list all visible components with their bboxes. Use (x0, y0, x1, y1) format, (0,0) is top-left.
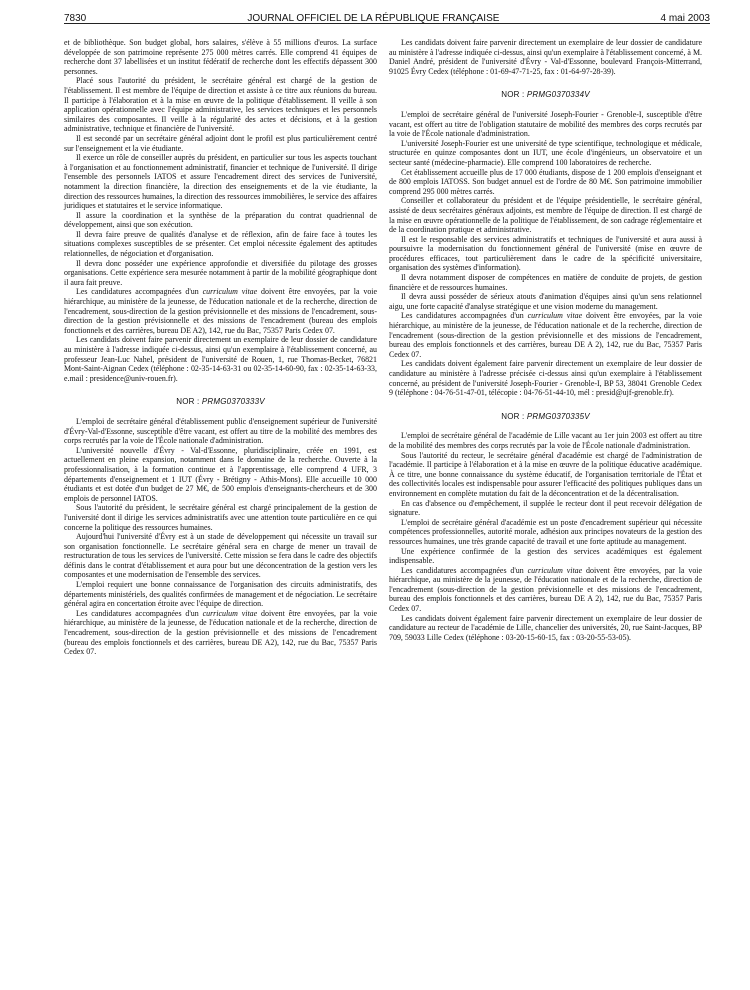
left-column (64, 38, 377, 657)
paragraph: Les candidats doivent faire parvenir directement un exemplaire de leur dossier de candidature au ministère à l'adresse indiquée ci-dessus, ainsi qu'un exemplaire à l'établissement concerné, au professeur Jean-Luc Nahel, président de l'université de Rouen, 1, rue Thomas-Becket, 76821 Mont-Saint-Aignan Cedex (téléphone : 02-35-14-63-31 ou 02-35-14-60-90, fax : 02-35-14-63-33, e.mail : presidence@univ-rouen.fr). (64, 335, 377, 383)
paragraph: L'emploi de secrétaire général d'établissement public d'enseignement supérieur de l'université d'Évry-Val-d'Essonne, susceptible d'être vacant, est offert au titre de la mobilité des membres des corps recrutés par la voie de l'École nationale d'administration. (64, 416, 377, 446)
italic-run: curriculum vitae (202, 287, 258, 297)
text-run: doivent être envoyées, par la voie hiérarchique, au ministère de la jeunesse, de l'éducation nationale et de la recherche, direction de l'encadrement, sous-direction de la gestion prévisionnelle et des missions de l'encadrement (bureau des emplois fonctionnels et des carrières, bureau DE A2), 142, rue du Bac, 75357 Paris Cedex 07. (64, 608, 378, 657)
paragraph: Il est secondé par un secrétaire général adjoint dont le profil est plus particulièrement centré sur l'enseignement et la vie étudiante. (64, 133, 377, 153)
text-run: doivent être envoyées, par la voie hiérarchique, au ministère de la jeunesse, de l'éducation nationale et de la recherche, direction de l'encadrement (sous-direction de la gestion prévisionnelle et des missions de l'encadrement, bureau des emplois fonctionnels et des carrières, bureau DE A 2), 142, rue du Bac, 75357 Paris Cedex 07. (389, 565, 703, 614)
nor-reference (389, 90, 702, 100)
paragraph: L'emploi de secrétaire général de l'université Joseph-Fourier - Grenoble-I, susceptible d'être vacant, est offert au titre de l'obligation statutaire de mobilité des membres des corps recrutés par la voie de l'École nationale d'administration. (389, 109, 702, 139)
header-rule (64, 23, 710, 24)
paragraph: Il exerce un rôle de conseiller auprès du président, en particulier sur tous les aspects touchant à l'organisation et au fonctionnement administratif, financier et technique de l'université. Il dirige l'ensemble des personnels IATOS et assure l'encadrement direct des services de l'université, notamment la direction financière, la direction des enseignements et de la vie étudiante, la direction des ressources humaines, la direction des ressources immobilières, le service des affaires juridiques et statutaires et le service informatique. (64, 153, 377, 211)
journal-title: JOURNAL OFFICIEL DE LA RÉPUBLIQUE FRANÇAISE (247, 13, 500, 24)
paragraph: Les candidats doivent faire parvenir directement un exemplaire de leur dossier de candidature au ministère à l'adresse indiquée ci-dessus, ainsi qu'un exemplaire à l'établissement concerné, à M. Daniel André, président de l'université d'Évry - Val-d'Essonne, boulevard François-Mitterrand, 91025 Évry Cedex (téléphone : 01-69-47-71-25, fax : 01-64-97-28-39). (389, 38, 702, 76)
nor-label: NOR : (501, 411, 527, 421)
paragraph: Il devra faire preuve de qualités d'analyse et de réflexion, afin de faire face à toutes les situations complexes susceptibles de se présenter. Cet emploi nécessite également des aptitudes relationnelles, de négociation et d'organisation. (64, 229, 377, 259)
paragraph: Il devra aussi posséder de sérieux atouts d'animation d'équipes ainsi qu'un sens relationnel aigu, une forte capacité d'analyse stratégique et une vision moderne du management. (389, 292, 702, 311)
paragraph: L'emploi requiert une bonne connaissance de l'organisation des circuits administratifs, des départements ministériels, des qualités confirmées de management et de négociation. Le secrétaire général agira en concertation étroite avec l'équipe de direction. (64, 580, 377, 609)
paragraph: L'emploi de secrétaire général de l'académie de Lille vacant au 1er juin 2003 est offert au titre de la mobilité des membres des corps recrutés par la voie de l'École nationale d'administration. (389, 431, 702, 450)
nor-reference (389, 412, 702, 422)
text-run: doivent être envoyées, par la voie hiérarchique, au ministère de la jeunesse, de l'éducation nationale et de la recherche, direction de l'encadrement (sous-direction de la gestion prévisionnelle et des missions de l'encadrement, bureau des emplois fonctionnels et des carrières, bureau DE A 2), 142, rue du Bac, 75357 Paris Cedex 07. (389, 311, 703, 359)
paragraph: Il devra donc posséder une expérience approfondie et diversifiée du pilotage des grosses organisations. Cette expérience sera mesurée notamment à partir de la mobilité géographique dont il aura fait preuve. (64, 258, 377, 287)
paragraph: Il est le responsable des services administratifs et techniques de l'université et aura aussi à poursuivre la modernisation du fonctionnement général de l'université (mise en œuvre de procédures efficaces, tout particulièrement dans le cadre de la spécificité universitaire, organisation des systèmes d'information). (389, 234, 702, 273)
paragraph: Cet établissement accueille plus de 17 000 étudiants, dispose de 1 200 emplois d'enseignant et de 800 emplois IATOSS. Son budget annuel est de l'ordre de 80 M€. Son patrimoine immobilier comprend 295 000 mètres carrés. (389, 167, 702, 196)
paragraph: Une expérience confirmée de la gestion des services académiques est également indispensable. (389, 546, 702, 566)
paragraph: L'emploi de secrétaire général d'académie est un poste d'encadrement supérieur qui nécessite compétences professionnelles, autorité morale, adhésion aux principes novateurs de la gestion des ressources humaines, une très grande capacité de travail et une forte aptitude au management. (389, 517, 702, 546)
italic-run: curriculum vitae (202, 608, 258, 618)
text-run: Les candidatures accompagnées d'un (76, 608, 203, 618)
right-column (389, 38, 702, 642)
paragraph: et de bibliothèque. Son budget global, hors salaires, s'élève à 55 millions d'euros. La surface développée de son patrimoine représente 275 000 mètres carrés. Elle comprend 41 équipes de recherche dont 37 labellisées et un institut fédératif de recherche dont les effectifs dépassent 300 personnes. (64, 38, 377, 76)
paragraph (64, 287, 377, 335)
paragraph: Les candidats doivent également faire parvenir directement un exemplaire de leur dossier de candidature au ministère à l'adresse précisée ci-dessus ainsi qu'un exemplaire à l'établissement concerné, au président de l'université Joseph-Fourier - Grenoble-I, BP 53, 38041 Grenoble Cedex 9 (téléphone : 04-76-51-47-01, télécopie : 04-76-51-44-10, mél : presid@ujf-grenoble.fr). (389, 359, 702, 398)
italic-run: curriculum vitae (527, 565, 583, 575)
nor-reference (64, 397, 377, 407)
page-number: 7830 (64, 13, 87, 24)
paragraph: Conseiller et collaborateur du président et de l'équipe présidentielle, le secrétaire général, assisté de deux secrétaires généraux adjoints, est membre de l'équipe de direction. Il est chargé de la mise en œuvre opérationnelle de la politique de l'établissement, de son cadrage réglementaire et de la coordination pratique et administrative. (389, 196, 702, 235)
text-run: Les candidatures accompagnées d'un (401, 565, 528, 575)
paragraph: Placé sous l'autorité du président, le secrétaire général est chargé de la gestion de l'établissement. Il est membre de l'équipe de direction et assiste à ce titre aux réunions du bureau. Il participe à l'élaboration et à la mise en œuvre de la politique d'établissement. Il veille à son application opérationnelle avec l'équipe administrative, les services techniques et les personnels similaires des composantes. Il veille à la régularité des actes et décisions, et à la gestion administrative, technique et financière de l'université. (64, 76, 377, 134)
text-run: Les candidatures accompagnées d'un (401, 311, 528, 321)
italic-run: curriculum vitae (527, 311, 583, 321)
paragraph: Il assure la coordination et la synthèse de la préparation du contrat quadriennal de développement, ainsi que son exécution. (64, 210, 377, 230)
paragraph (389, 566, 702, 614)
nor-code: PRMG0370333V (201, 397, 265, 407)
nor-label: NOR : (501, 90, 527, 100)
paragraph: Sous l'autorité du président, le secrétaire général est chargé principalement de la gestion de l'université dont il dirige les services administratifs avec une attention toute particulière en ce qui concerne la politique des ressources humaines. (64, 503, 377, 532)
nor-code: PRMG0370335V (526, 411, 590, 421)
paragraph (389, 311, 702, 359)
paragraph (64, 609, 377, 657)
nor-code: PRMG0370334V (526, 90, 590, 100)
text-run: doivent être envoyées, par la voie hiérarchique, au ministère de la jeunesse, de l'éducation nationale et de la recherche, direction de l'encadrement, sous-direction de la gestion prévisionnelle et des missions de l'encadrement, sous-direction de la gestion prévisionnelle et des missions de l'encadrement (bureau des emplois fonctionnels et des carrières, bureau DE A2), 142, rue du Bac, 75357 Paris Cedex 07. (64, 287, 378, 335)
text-run: Les candidatures accompagnées d'un (76, 287, 203, 297)
paragraph: En cas d'absence ou d'empêchement, il supplée le recteur dont il peut recevoir délégation de signature. (389, 498, 702, 518)
paragraph: L'université nouvelle d'Évry - Val-d'Essonne, pluridisciplinaire, créée en 1991, est actuellement en pleine expansion, notamment dans le domaine de la recherche. Ouverte à la professionnalisation, à la formation continue et à l'apprentissage, elle comprend 4 UFR, 3 départements d'enseignement et 1 IUT (Évry - Brétigny - Athis-Mons). Elle accueille 10 000 étudiants et est dotée d'un budget de 27 M€, de 500 emplois d'enseignants-chercheurs et de 300 emplois de personnel IATOS. (64, 445, 377, 503)
issue-date: 4 mai 2003 (660, 13, 710, 24)
paragraph: Aujourd'hui l'université d'Évry est à un stade de développement qui nécessite un travail sur son organisation fonctionnelle. Le secrétaire général sera en charge de mener un travail de restructuration de tous les services de l'université. Cette mission se fera dans le cadre des objectifs définis dans le contrat d'établissement et aura pour but une déconcentration de la gestion vers les composantes et une modernisation de l'ensemble des services. (64, 532, 377, 580)
paragraph: Sous l'autorité du recteur, le secrétaire général d'académie est chargé de l'administration de l'académie. Il participe à l'élaboration et à la mise en œuvre de la politique éducative académique. À ce titre, une bonne connaissance du système éducatif, de l'organisation territoriale de l'État et des collectivités locales est indispensable pour assurer l'efficacité des politiques publiques dans un environnement en complète mutation du fait de la déconcentration et de la décentralisation. (389, 450, 702, 498)
paragraph: Les candidats doivent également faire parvenir directement un exemplaire de leur dossier de candidature au recteur de l'académie de Lille, chancelier des universités, 20, rue Saint-Jacques, BP 709, 59033 Lille Cedex (téléphone : 03-20-15-60-15, fax : 03-20-55-53-05). (389, 613, 702, 642)
paragraph: Il devra notamment disposer de compétences en matière de conduite de projets, de gestion financière et de ressources humaines. (389, 273, 702, 292)
paragraph: L'université Joseph-Fourier est une université de type scientifique, technologique et médicale, structurée en quinze composantes dont un IUT, une école d'ingénieurs, un observatoire et un secteur santé (médecine-pharmacie). Elle comprend 100 laboratoires de recherche. (389, 138, 702, 167)
page-header (64, 8, 710, 24)
nor-label: NOR : (176, 397, 202, 407)
